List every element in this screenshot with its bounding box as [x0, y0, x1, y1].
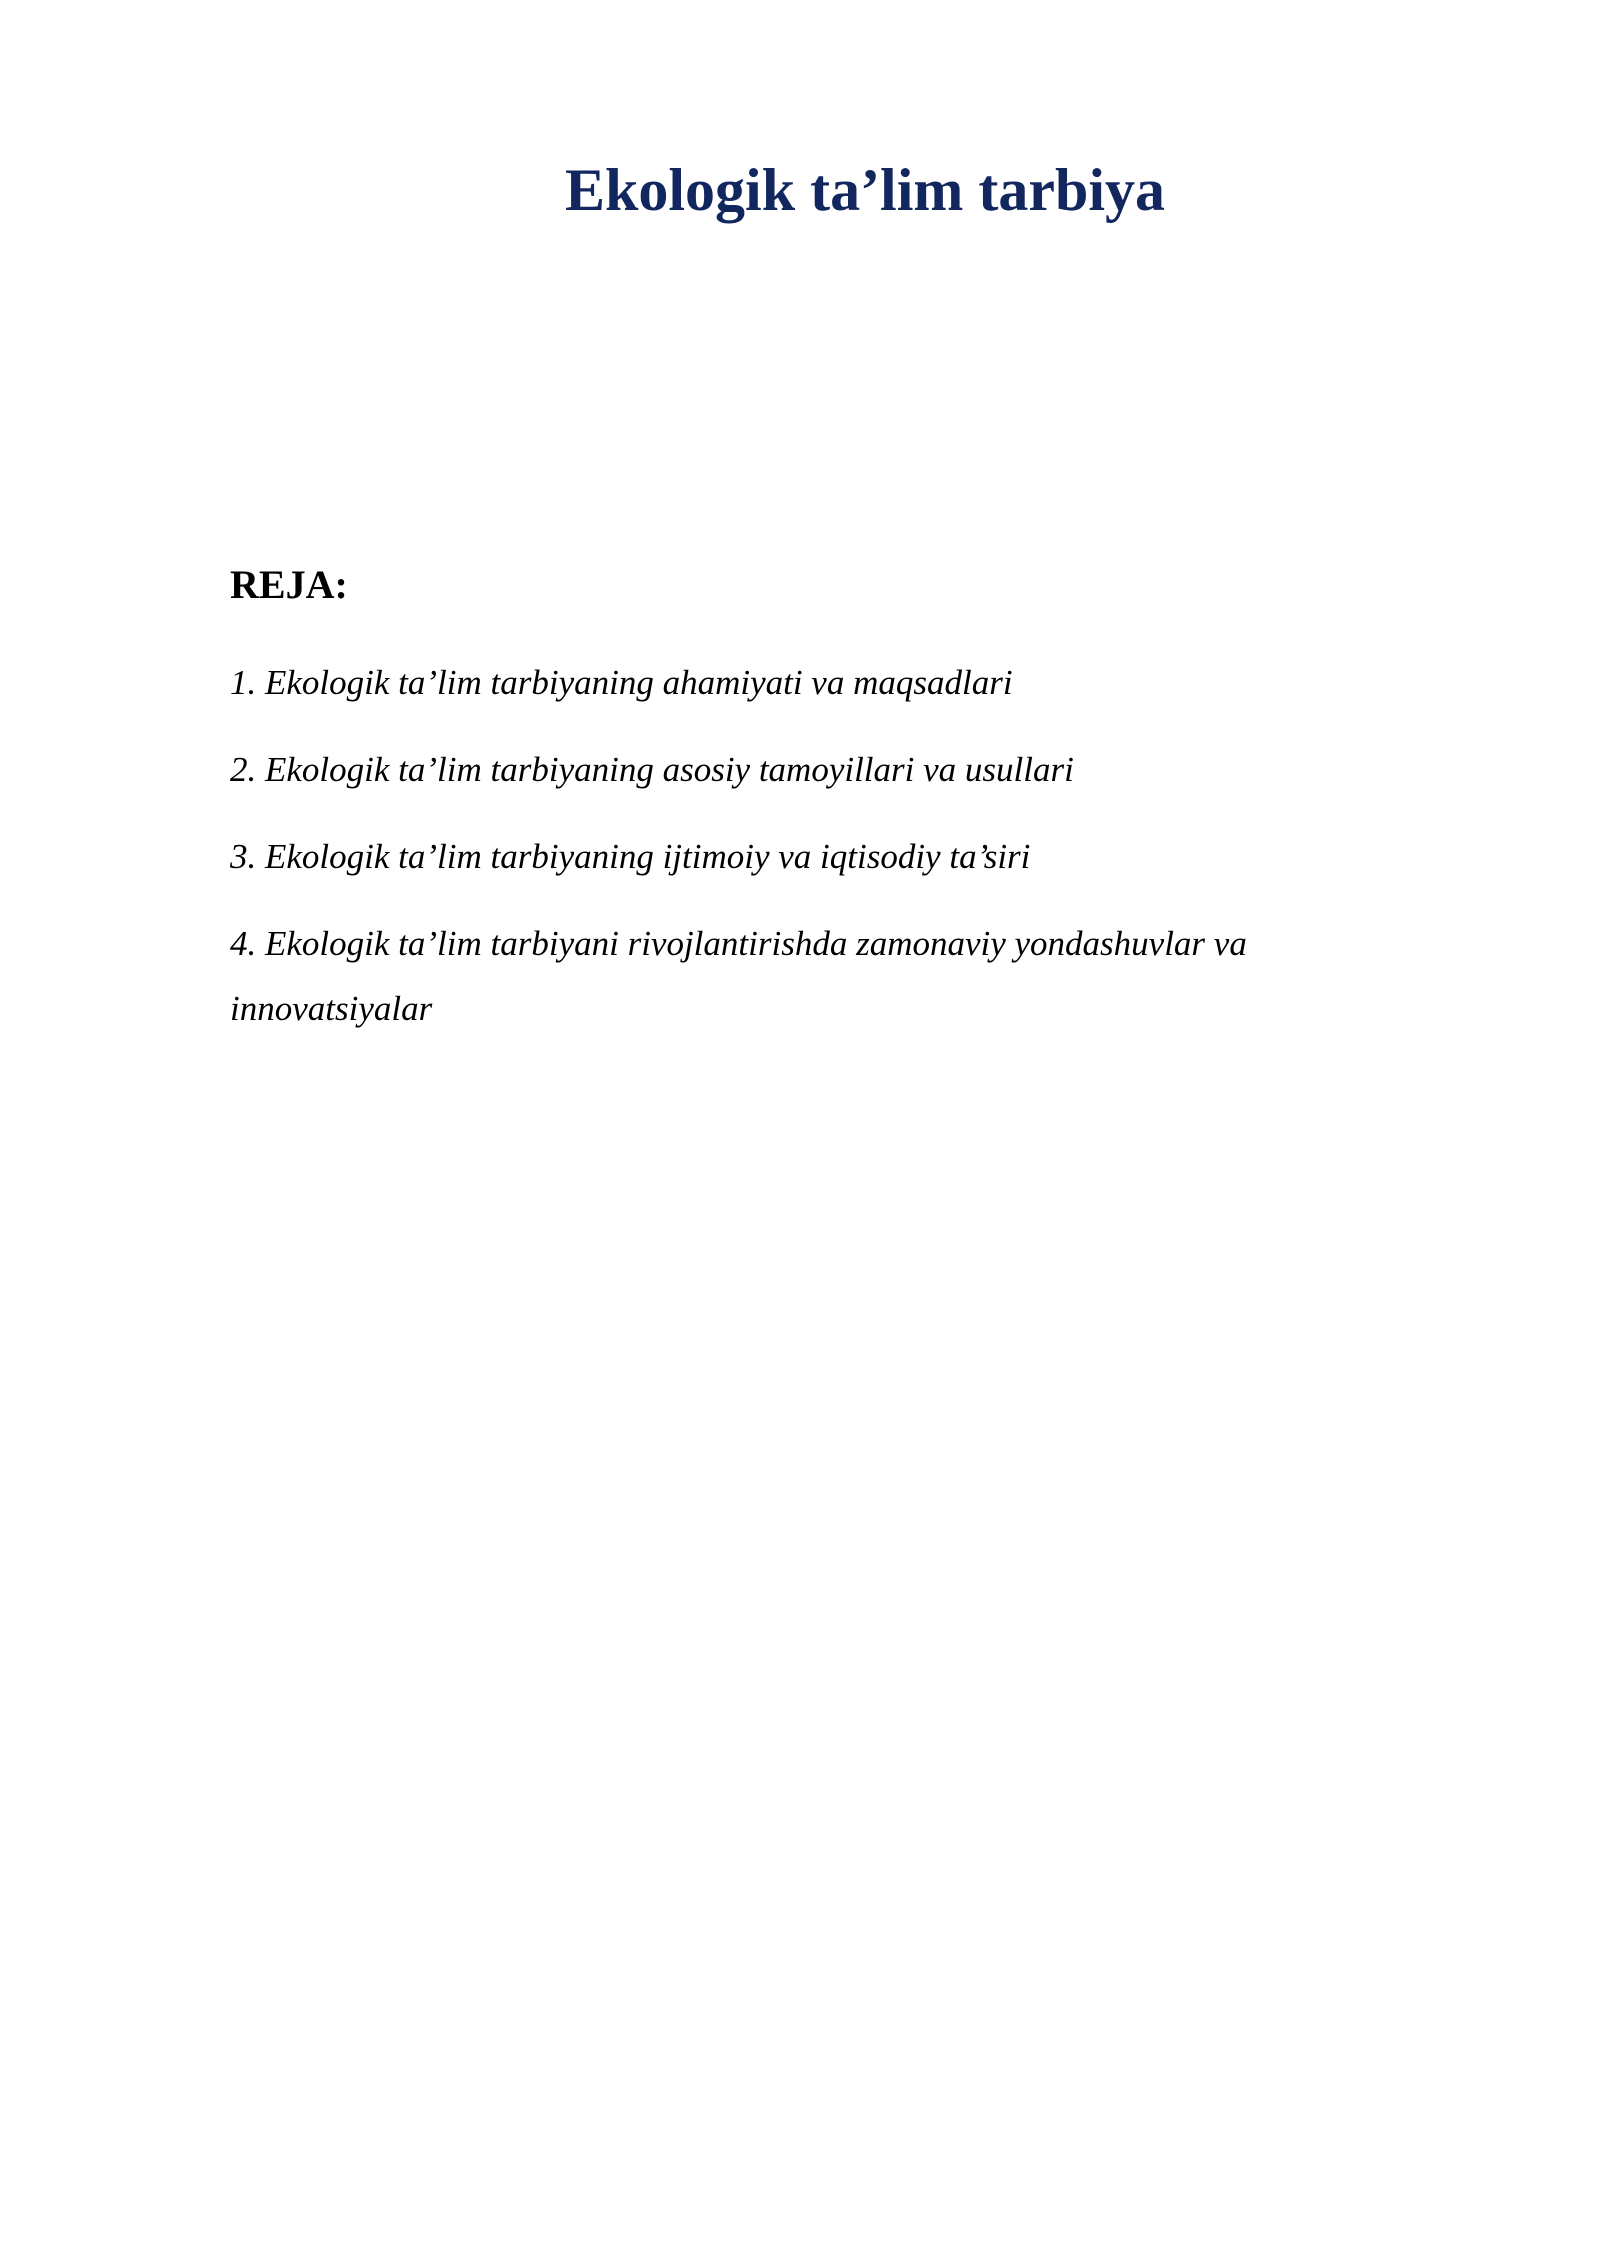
plan-item-1: 1. Ekologik ta’lim tarbiyaning ahamiyati va maqsadlari	[230, 663, 1013, 702]
plan-item-2: 2. Ekologik ta’lim tarbiyaning asosiy tamoyillari va usullari	[230, 750, 1074, 789]
plan-item-4: 4. Ekologik ta’lim tarbiyani rivojlantirishda zamonaviy yondashuvlar va innovatsiyalar	[230, 924, 1247, 1028]
plan-list	[230, 650, 1380, 1063]
plan-item-3: 3. Ekologik ta’lim tarbiyaning ijtimoiy va iqtisodiy ta’siri	[230, 837, 1031, 876]
document-title: Ekologik ta’lim tarbiya	[564, 157, 1166, 223]
plan-heading: REJA:	[230, 562, 348, 607]
